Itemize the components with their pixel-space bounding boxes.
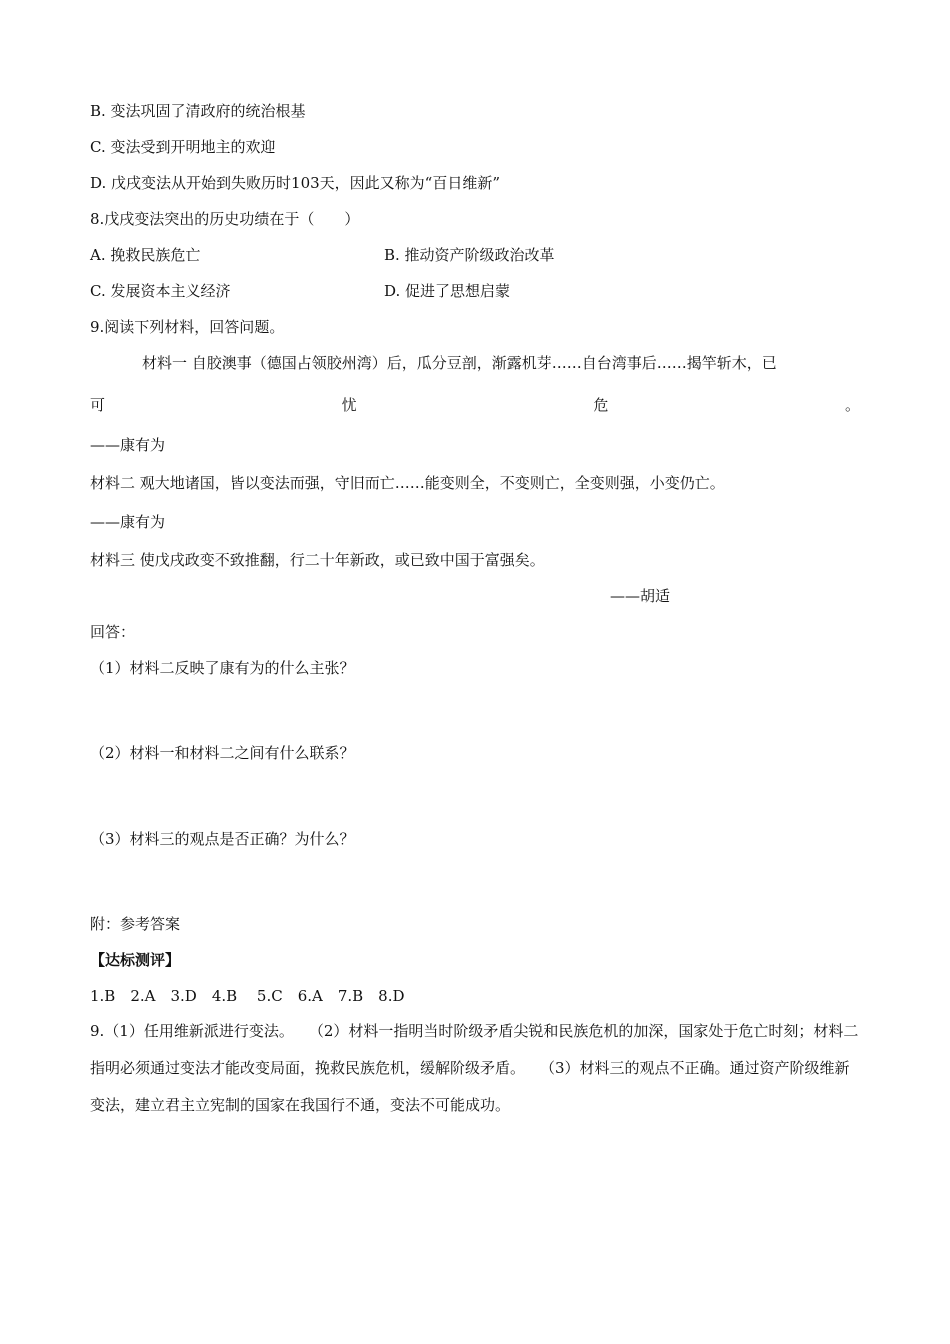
q9-material2: 材料二 观大地诸国，皆以变法而强，守旧而亡……能变则全，不变则亡，全变则强，小变仍亡。 <box>90 474 725 492</box>
appendix-q9-answer: 9.（1）任用维新派进行变法。 （2）材料一指明当时阶级矛盾尖锐和民族危机的加深，国家处于危亡时刻；材料二指明必须通过变法才能改变局面，挽救民族危机，缓解阶级矛盾。 （3）材料三的观点不正确。通过资产阶级维新变法，建立君主立宪制的国家在我国行不通，变法不可能成功。 <box>90 1022 859 1114</box>
q9-material2-source: ——康有为 <box>90 513 166 531</box>
appendix-title: 附：参考答案 <box>90 915 181 933</box>
q9-stem: 9.阅读下列材料，回答问题。 <box>90 318 285 336</box>
q8-options-row2 <box>90 281 860 301</box>
q9-material1-word4: 。 <box>844 396 860 414</box>
q8-option-a: A. 挽救民族危亡 <box>90 246 201 264</box>
q9-material1-source: ——康有为 <box>90 436 166 454</box>
q8-option-d: D. 促进了思想启蒙 <box>384 282 511 300</box>
q9-material3-source: ——胡适 <box>610 587 671 605</box>
q9-material1-line2 <box>90 395 860 415</box>
q9-material3: 材料三 使戊戌政变不致推翻，行二十年新政，或已致中国于富强矣。 <box>90 551 545 569</box>
q9-material1-word1: 可 <box>90 396 106 414</box>
q9-subquestion-2: （2）材料一和材料二之间有什么联系？ <box>90 744 355 762</box>
appendix-section-heading: 【达标测评】 <box>90 951 181 969</box>
q7-option-d: D. 戊戌变法从开始到失败历时103天，因此又称为“百日维新” <box>90 174 500 192</box>
q8-stem: 8.戊戌变法突出的历史功绩在于（ ） <box>90 210 360 228</box>
q9-subquestion-1: （1）材料二反映了康有为的什么主张？ <box>90 659 355 677</box>
q7-option-b: B. 变法巩固了清政府的统治根基 <box>90 102 306 120</box>
q8-option-b: B. 推动资产阶级政治改革 <box>384 246 555 264</box>
q9-answer-label: 回答： <box>90 623 136 641</box>
q8-option-c: C. 发展资本主义经济 <box>90 282 231 300</box>
q9-material1-word2: 忧 <box>341 396 357 414</box>
q8-options-row1 <box>90 245 860 265</box>
q9-material1-line1: 材料一 自胶澳事（德国占领胶州湾）后，瓜分豆剖，渐露机芽……自台湾事后……揭竿斩木，已 <box>142 354 777 372</box>
q7-option-c: C. 变法受到开明地主的欢迎 <box>90 138 276 156</box>
q9-subquestion-3: （3）材料三的观点是否正确？为什么？ <box>90 830 355 848</box>
appendix-answers-line: 1.B 2.A 3.D 4.B 5.C 6.A 7.B 8.D <box>90 987 405 1005</box>
q9-material1-word3: 危 <box>593 396 609 414</box>
